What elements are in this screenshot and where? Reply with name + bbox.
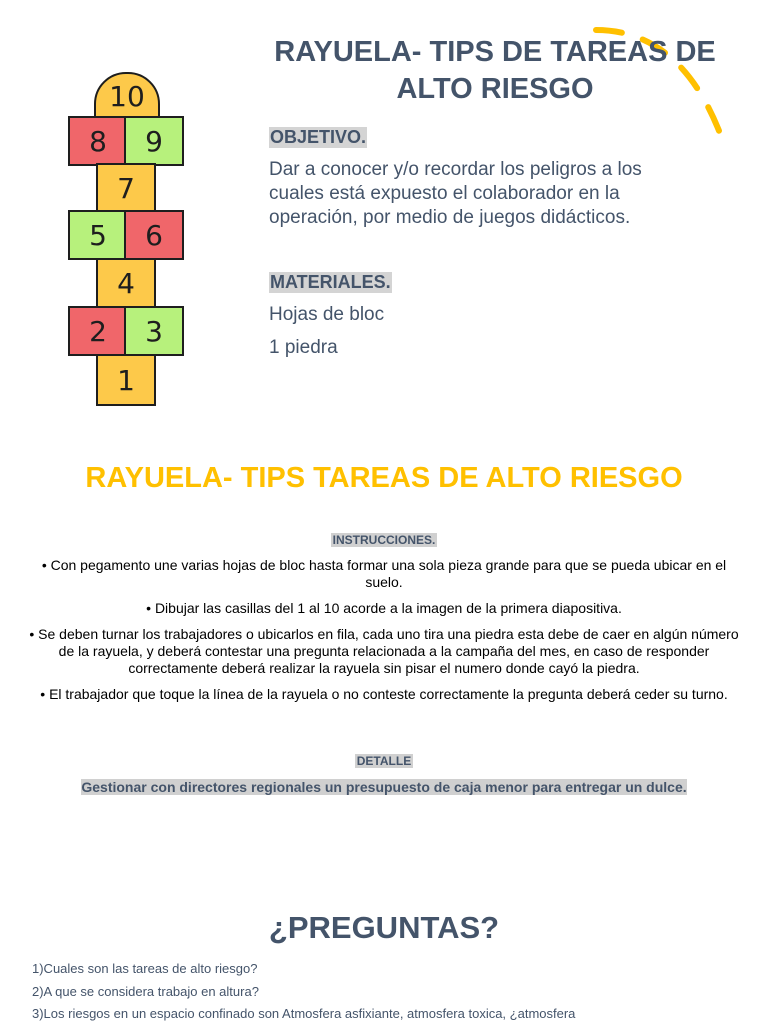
instruction-item: • Dibujar las casillas del 1 al 10 acorde a la imagen de la primera diapositiva. — [146, 600, 622, 616]
slide3-title: ¿PREGUNTAS? — [268, 910, 500, 945]
hop-cell-9: 9 — [124, 116, 184, 166]
objective-label: OBJETIVO. — [270, 127, 367, 147]
hop-cell-6: 6 — [124, 210, 184, 260]
hopscotch-illustration — [62, 70, 192, 410]
hop-cell-10: 10 — [94, 72, 160, 120]
hop-cell-7: 7 — [96, 163, 156, 213]
material-item: Hojas de bloc — [269, 304, 385, 325]
slide1-title: RAYUELA- TIPS DE TAREAS DE ALTO RIESGO — [274, 36, 716, 105]
hop-cell-2: 2 — [68, 306, 128, 356]
materials-label: MATERIALES. — [270, 272, 391, 292]
instructions-label: INSTRUCCIONES. — [332, 533, 436, 547]
objective-text: Dar a conocer y/o recordar los peligros a los cuales está expuesto el colaborador en la operación, por medio de juegos didácticos. — [269, 159, 642, 228]
instruction-item: • Se deben turnar los trabajadores o ubicarlos en fila, cada uno tira una piedra esta debe de caer en algún número de la rayuela, y deberá contestar una pregunta relacionada a la campaña del mes, en caso de responder correctamente deberá realizar la rayuela sin pisar el numero donde cayó la piedra. — [29, 626, 739, 676]
question-item: 2)A que se considera trabajo en altura? — [32, 984, 259, 999]
question-item: 1)Cuales son las tareas de alto riesgo? — [32, 961, 258, 976]
hop-cell-8: 8 — [68, 116, 128, 166]
detail-label: DETALLE — [356, 754, 412, 768]
instruction-item: • Con pegamento une varias hojas de bloc hasta formar una sola pieza grande para que se pueda ubicar en el suelo. — [41, 557, 727, 590]
hop-cell-4: 4 — [96, 258, 156, 308]
hop-cell-3: 3 — [124, 306, 184, 356]
slide2-title: RAYUELA- TIPS TAREAS DE ALTO RIESGO — [85, 462, 683, 494]
detail-text: Gestionar con directores regionales un presupuesto de caja menor para entregar un dulce. — [81, 779, 687, 795]
instruction-item: • El trabajador que toque la línea de la rayuela o no conteste correctamente la pregunta deberá ceder su turno. — [40, 686, 728, 702]
question-item: 3)Los riesgos en un espacio confinado son Atmosfera asfixiante, atmosfera toxica, ¿atmosfera — [32, 1006, 576, 1021]
instructions-list — [24, 557, 744, 712]
hop-cell-5: 5 — [68, 210, 128, 260]
material-item: 1 piedra — [269, 337, 338, 358]
hop-cell-1: 1 — [96, 354, 156, 406]
